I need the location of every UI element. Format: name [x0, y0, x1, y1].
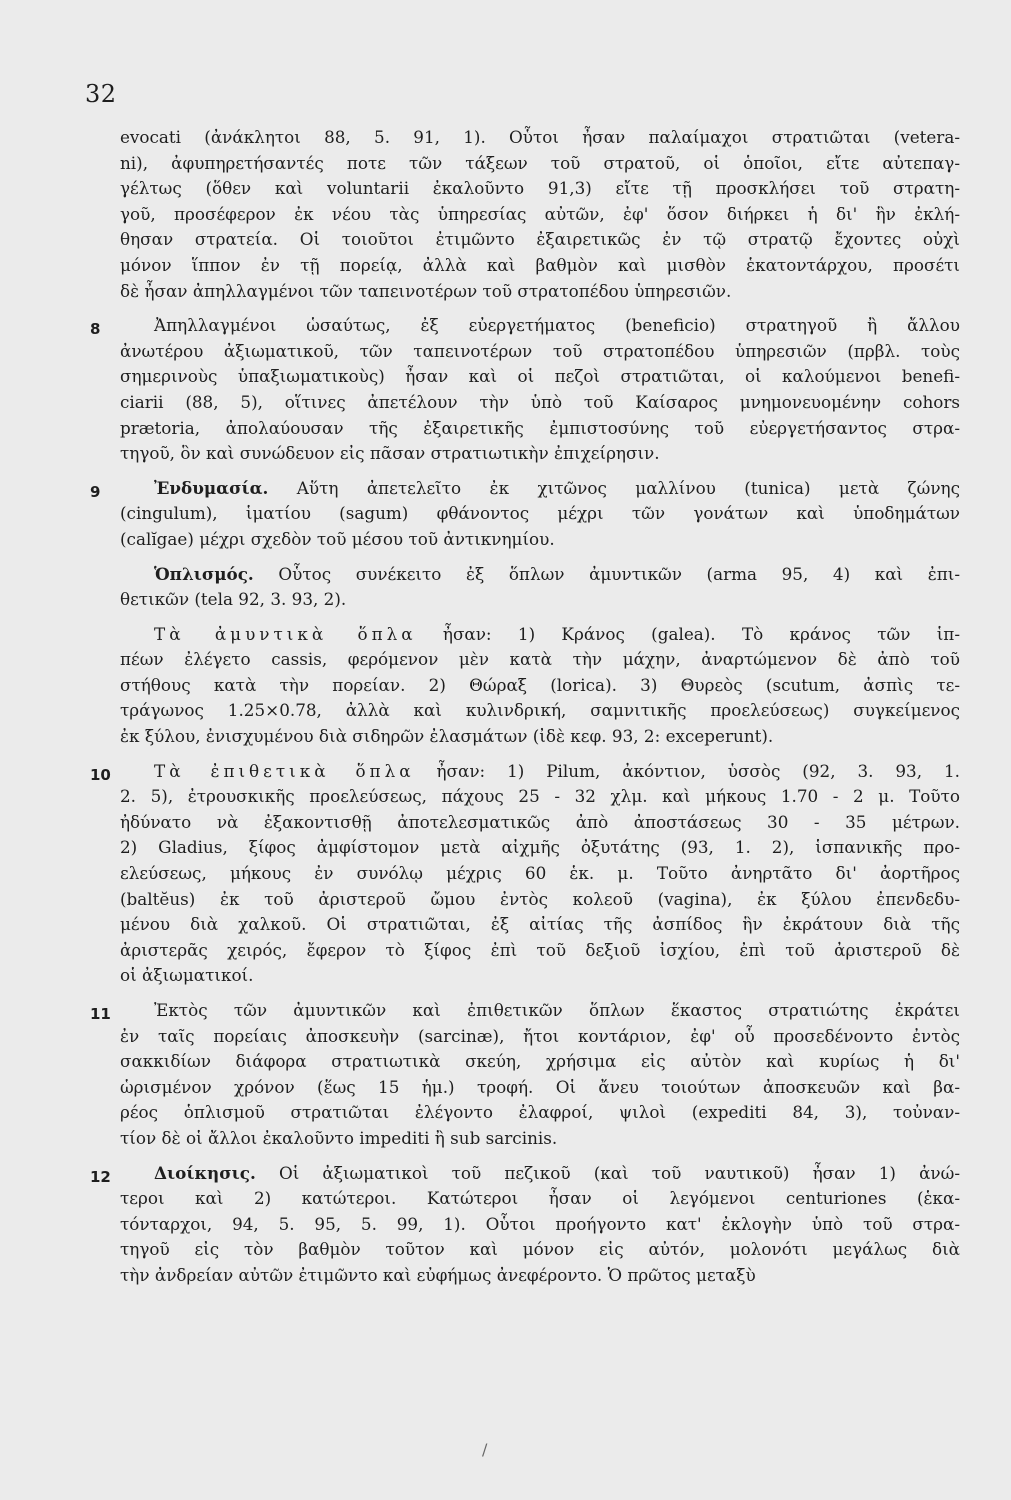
line-text: μόνον ἵππον ἐν τῇ πορείᾳ, ἀλλὰ καὶ βαθμὸν καὶ μισθὸν ἑκατοντάρχου, προσέτι [120, 254, 960, 275]
line-text: τηγοῦ, ὃν καὶ συνώδευον εἰς πᾶσαν στρατιωτικὴν ἐπιχείρησιν. [120, 443, 660, 464]
text-line [120, 998, 960, 1024]
text-line [120, 810, 960, 836]
line-text: evocati (ἀνάκλητοι 88, 5. 91, 1). Οὗτοι ἦσαν παλαίμαχοι στρατιῶται (vetera- [120, 127, 960, 147]
line-text: οἱ ἀξιωματικοί. [120, 965, 254, 986]
line-text: Οἱ ἀξιωματικοὶ τοῦ πεζικοῦ (καὶ τοῦ ναυτικοῦ) ἦσαν 1) ἀνώ- [278, 1162, 960, 1183]
text-line [120, 253, 960, 279]
text-line [120, 1161, 960, 1187]
section-heading: Ἐνδυμασία. [154, 477, 269, 498]
line-text: ἠδύνατο νὰ ἐξακοντισθῇ ἀποτελεσματικῶς ἀπὸ ἀποστάσεως 30 - 35 μέτρων. [120, 811, 960, 832]
text-line [120, 622, 960, 648]
line-text: σακκιδίων διάφορα στρατιωτικὰ σκεύη, χρήσιμα εἰς αὐτὸν καὶ κυρίως ἡ δι' [120, 1051, 960, 1072]
line-text: ρέος ὁπλισμοῦ στρατιῶται ἐλέγοντο ἐλαφροί, ψιλοὶ (expediti 84, 3), τοὐναν- [120, 1102, 960, 1123]
line-text: (cingulum), ἱματίου (sagum) φθάνοντος μέχρι τῶν γονάτων καὶ ὑποδημάτων [120, 503, 960, 524]
text-line [120, 339, 960, 365]
text-line [120, 125, 960, 151]
text-line [120, 1075, 960, 1101]
text-line [120, 1186, 960, 1212]
text-line [120, 1263, 960, 1289]
text-line [120, 861, 960, 887]
line-text: ελεύσεως, μήκους ἐν συνόλῳ μέχρις 60 ἑκ. μ. Τοῦτο ἀνηρτᾶτο δι' ἀορτῆρος [120, 863, 960, 884]
section-heading: Ὁπλισμός. [154, 563, 254, 584]
line-text: ciarii (88, 5), οἵτινες ἀπετέλουν τὴν ὑπὸ τοῦ Καίσαρος μνημονευομένην cohors [120, 391, 960, 412]
line-text: γέλτως (ὅθεν καὶ voluntarii ἐκαλοῦντο 91,3) εἴτε τῇ προσκλήσει τοῦ στρατη- [120, 178, 960, 199]
section-number: 10 [90, 765, 111, 784]
line-text: ἦσαν: 1) Κράνος (galea). Τὸ κράνος τῶν ἱπ- [442, 623, 961, 644]
line-text: 2) Gladius, ξίφος ἀμφίστομον μετὰ αἰχμῆς ὀξυτάτης (93, 1. 2), ἱσπανικῆς προ- [120, 837, 960, 858]
text-line [120, 938, 960, 964]
text-line [120, 587, 960, 613]
text-line [120, 364, 960, 390]
line-text: Ἐκτὸς τῶν ἀμυντικῶν καὶ ἐπιθετικῶν ὅπλων ἕκαστος στρατιώτης ἐκράτει [154, 1000, 960, 1020]
section-number: 12 [90, 1167, 111, 1186]
section-number: 9 [90, 482, 101, 501]
line-text: πέων ἐλέγετο cassis, φερόμενον μὲν κατὰ τὴν μάχην, ἀναρτώμενον δὲ ἀπὸ τοῦ [120, 649, 960, 670]
paragraph [90, 313, 960, 467]
section-number: 11 [90, 1005, 111, 1023]
line-text: τηγοῦ εἰς τὸν βαθμὸν τοῦτον καὶ μόνον εἰς αὐτόν, μολονότι μεγάλως διὰ [120, 1239, 960, 1260]
body-text [90, 125, 961, 1289]
text-line [120, 835, 960, 861]
line-text: Αὕτη ἀπετελεῖτο ἐκ χιτῶνος μαλλίνου (tunica) μετὰ ζώνης [296, 477, 960, 498]
text-line [120, 1212, 960, 1238]
line-text: ἀριστερᾶς χειρός, ἔφερον τὸ ξίφος ἐπὶ τοῦ δεξιοῦ ἰσχίου, ἐπὶ τοῦ ἀριστεροῦ δὲ [120, 939, 960, 960]
text-line [120, 476, 960, 502]
text-line [120, 1126, 960, 1152]
line-text: ἐν ταῖς πορείαις ἀποσκευὴν (sarcinæ), ἤτοι κοντάριον, ἐφ' οὗ προσεδένοντο ἐντὸς [120, 1025, 960, 1046]
text-line [120, 501, 960, 527]
text-line [120, 202, 960, 228]
text-line [120, 562, 960, 588]
line-text: μένου διὰ χαλκοῦ. Οἱ στρατιῶται, ἐξ αἰτίας τῆς ἀσπίδος ἣν ἐκράτουν διὰ τῆς [120, 914, 960, 935]
line-text: σημερινοὺς ὑπαξιωματικοὺς) ἦσαν καὶ οἱ πεζοὶ στρατιῶται, οἱ καλούμενοι benefi- [120, 366, 960, 387]
paragraph [120, 622, 960, 750]
line-text: τὴν ἀνδρείαν αὐτῶν ἐτιμῶντο καὶ εὐφήμως ἀνεφέροντο. Ὁ πρῶτος μεταξὺ [120, 1264, 756, 1285]
text-line [120, 673, 960, 699]
text-line [120, 1100, 960, 1126]
line-text: ἦσαν: 1) Pilum, ἀκόντιον, ὑσσὸς (92, 3. 93, 1. [436, 760, 960, 781]
text-line [120, 1049, 960, 1075]
text-line [120, 176, 960, 202]
text-line [120, 416, 960, 442]
text-line [120, 441, 960, 467]
text-line [120, 963, 960, 989]
section-heading: Διοίκησις. [154, 1162, 256, 1183]
bottom-mark: / [482, 1440, 488, 1459]
paragraph [90, 476, 960, 553]
text-line [120, 724, 960, 750]
text-line [120, 647, 960, 673]
paragraph [90, 1161, 960, 1289]
line-text: ἐκ ξύλου, ἐνισχυμένου διὰ σιδηρῶν ἐλασμάτων (ἰδὲ κεφ. 93, 2: exceperunt). [120, 726, 774, 747]
line-text: 2. 5), ἐτρουσκικῆς προελεύσεως, πάχους 25 - 32 χλμ. καὶ μήκους 1.70 - 2 μ. Τοῦτο [120, 786, 960, 807]
spaced-lead: Τὰ ἀμυντικὰ ὅπλα [154, 623, 417, 644]
text-line [120, 227, 960, 253]
text-line [120, 698, 960, 724]
line-text: θετικῶν (tela 92, 3. 93, 2). [120, 589, 347, 610]
text-line [120, 1024, 960, 1050]
line-text: τράγωνος 1.25×0.78, ἀλλὰ καὶ κυλινδρική, σαμνιτικῆς προελεύσεως) συγκείμενος [120, 700, 960, 721]
paragraph [120, 562, 960, 613]
line-text: τόνταρχοι, 94, 5. 95, 5. 99, 1). Οὗτοι προήγοντο κατ' ἐκλογὴν ὑπὸ τοῦ στρα- [120, 1213, 960, 1234]
paragraph [90, 998, 960, 1152]
line-text: prætoria, ἀπολαύουσαν τῆς ἐξαιρετικῆς ἐμπιστοσύνης τοῦ εὐεργετήσαντος στρα- [120, 417, 960, 438]
text-line [120, 151, 960, 177]
line-text: ni), ἀφυπηρετήσαντές ποτε τῶν τάξεων τοῦ στρατοῦ, οἱ ὁποῖοι, εἴτε αὐτεπαγ- [120, 152, 960, 173]
line-text: θησαν στρατεία. Οἱ τοιοῦτοι ἐτιμῶντο ἐξαιρετικῶς ἐν τῷ στρατῷ ἔχοντες οὐχὶ [120, 229, 960, 250]
line-text: (calĭgae) μέχρι σχεδὸν τοῦ μέσου τοῦ ἀντικνημίου. [120, 528, 555, 549]
line-text: Οὗτος συνέκειτο ἐξ ὅπλων ἀμυντικῶν (arma 95, 4) καὶ ἐπι- [278, 563, 960, 584]
section-number: 8 [90, 320, 101, 339]
line-text: τεροι καὶ 2) κατώτεροι. Κατώτεροι ἦσαν οἱ λεγόμενοι centuriones (ἑκα- [120, 1188, 960, 1209]
line-text: τίον δὲ οἱ ἄλλοι ἐκαλοῦντο impediti ἢ sub sarcinis. [120, 1127, 558, 1148]
line-text: ἀνωτέρου ἀξιωματικοῦ, τῶν ταπεινοτέρων τοῦ στρατοπέδου ὑπηρεσιῶν (πρβλ. τοὺς [120, 340, 960, 361]
text-line [120, 313, 960, 339]
text-line [120, 912, 960, 938]
paragraph [120, 125, 960, 304]
text-line [120, 759, 960, 785]
text-line [120, 279, 960, 305]
line-text: Ἀπηλλαγμένοι ὡσαύτως, ἐξ εὐεργετήματος (beneficio) στρατηγοῦ ἢ ἄλλου [154, 315, 960, 336]
spaced-lead: Τὰ ἐπιθετικὰ ὅπλα [154, 760, 415, 781]
line-text: στήθους κατὰ τὴν πορείαν. 2) Θώραξ (lorica). 3) Θυρεὸς (scutum, ἀσπὶς τε- [120, 674, 960, 695]
line-text: ὡρισμένον χρόνον (ἕως 15 ἡμ.) τροφή. Οἱ ἄνευ τοιούτων ἀποσκευῶν καὶ βα- [120, 1076, 960, 1097]
line-text: δὲ ἦσαν ἀπηλλαγμένοι τῶν ταπεινοτέρων τοῦ στρατοπέδου ὑπηρεσιῶν. [120, 280, 732, 301]
text-line [120, 527, 960, 553]
line-text: (baltĕus) ἐκ τοῦ ἀριστεροῦ ὤμου ἐντὸς κολεοῦ (vagina), ἐκ ξύλου ἐπενδεδυ- [120, 888, 960, 909]
line-text: γοῦ, προσέφερον ἐκ νέου τὰς ὑπηρεσίας αὐτῶν, ἐφ' ὅσον διήρκει ἡ δι' ἣν ἐκλή- [120, 203, 960, 224]
text-line [120, 390, 960, 416]
text-line [120, 887, 960, 913]
page-number: 32 [85, 80, 117, 108]
paragraph [90, 759, 960, 989]
text-line [120, 784, 960, 810]
text-line [120, 1237, 960, 1263]
